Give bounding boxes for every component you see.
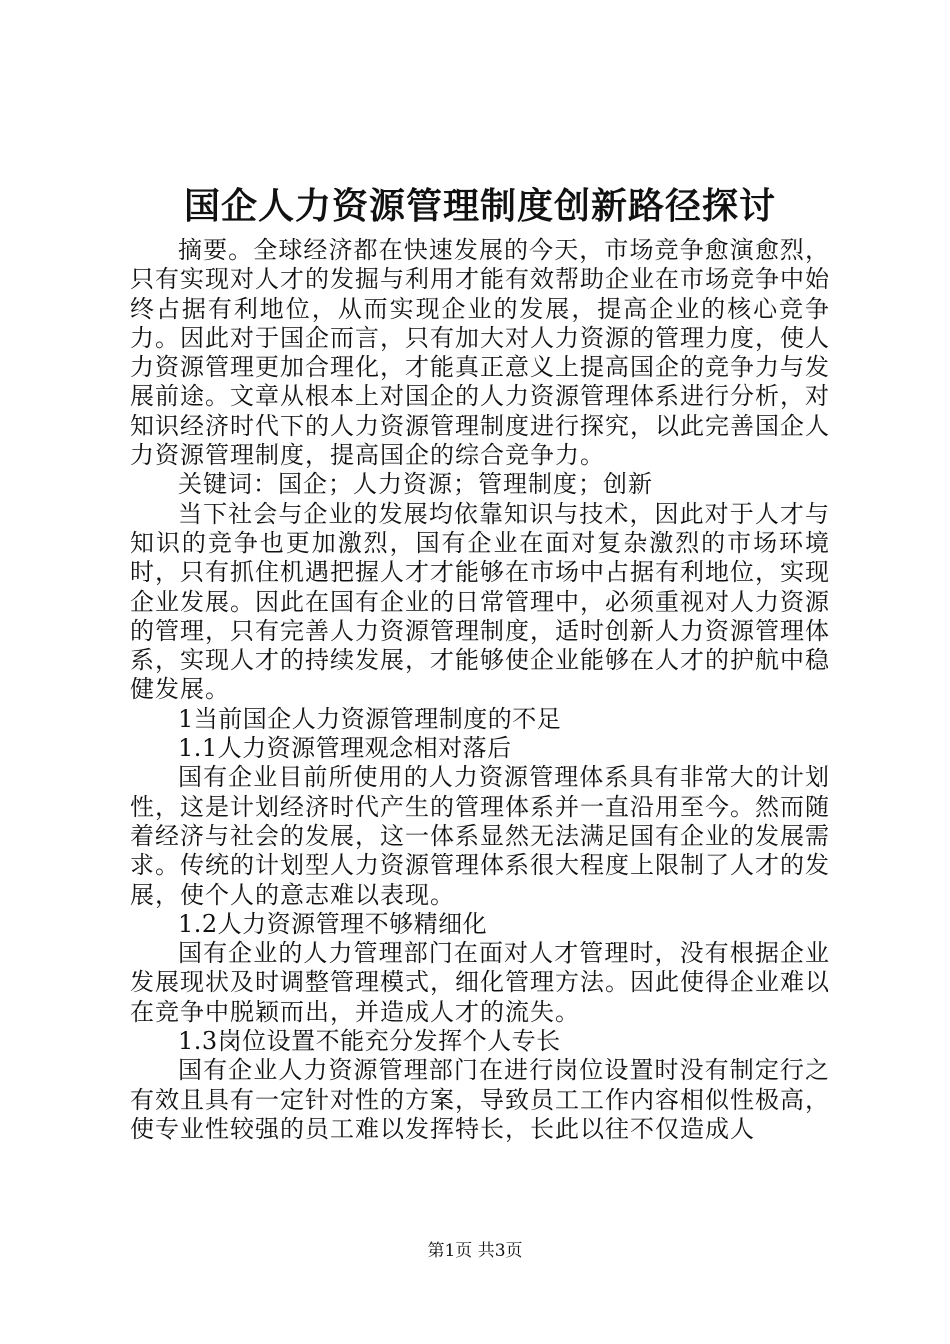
section-1-1-heading: 1.1人力资源管理观念相对落后 bbox=[178, 734, 512, 763]
section-1-1-paragraph: 国有企业目前所使用的人力资源管理体系具有非常大的计划性，这是计划经济时代产生的管理体系并一直沿用至今。然而随着经济与社会的发展，这一体系显然无法满足国有企业的发展需求。传统的计划型人力资源管理体系很大程度上限制了人才的发展，使个人的意志难以表现。 bbox=[130, 763, 830, 909]
abstract-paragraph: 摘要。全球经济都在快速发展的今天，市场竞争愈演愈烈，只有实现对人才的发掘与利用才能有效帮助企业在市场竞争中始终占据有利地位，从而实现企业的发展，提高企业的核心竞争力。因此对于国企而言，只有加大对人力资源的管理力度，使人力资源管理更加合理化，才能真正意义上提高国企的竞争力与发展前途。文章从根本上对国企的人力资源管理体系进行分析，对知识经济时代下的人力资源管理制度进行探究，以此完善国企人力资源管理制度，提高国企的综合竞争力。 bbox=[130, 236, 830, 470]
keywords-line: 关键词：国企；人力资源；管理制度；创新 bbox=[178, 470, 653, 499]
section-1-heading: 1当前国企人力资源管理制度的不足 bbox=[178, 704, 562, 733]
page-footer: 第1页 共3页 bbox=[427, 1241, 523, 1261]
intro-paragraph: 当下社会与企业的发展均依靠知识与技术，因此对于人才与知识的竞争也更加激烈，国有企业在面对复杂激烈的市场环境时，只有抓住机遇把握人才才能够在市场中占据有利地位，实现企业发展。因此在国有企业的日常管理中，必须重视对人力资源的管理，只有完善人力资源管理制度，适时创新人力资源管理体系，实现人才的持续发展，才能够使企业能够在人才的护航中稳健发展。 bbox=[130, 499, 830, 704]
document-page bbox=[130, 180, 830, 1144]
section-1-3-paragraph: 国有企业人力资源管理部门在进行岗位设置时没有制定行之有效且具有一定针对性的方案，导致员工工作内容相似性极高，使专业性较强的员工难以发挥特长，长此以往不仅造成人 bbox=[130, 1056, 830, 1143]
section-1-2-paragraph: 国有企业的人力管理部门在面对人才管理时，没有根据企业发展现状及时调整管理模式，细化管理方法。因此使得企业难以在竞争中脱颖而出，并造成人才的流失。 bbox=[130, 939, 830, 1026]
section-1-2-heading: 1.2人力资源管理不够精细化 bbox=[178, 909, 488, 938]
section-1-3-heading: 1.3岗位设置不能充分发挥个人专长 bbox=[178, 1027, 561, 1056]
document-title: 国企人力资源管理制度创新路径探讨 bbox=[183, 186, 776, 227]
